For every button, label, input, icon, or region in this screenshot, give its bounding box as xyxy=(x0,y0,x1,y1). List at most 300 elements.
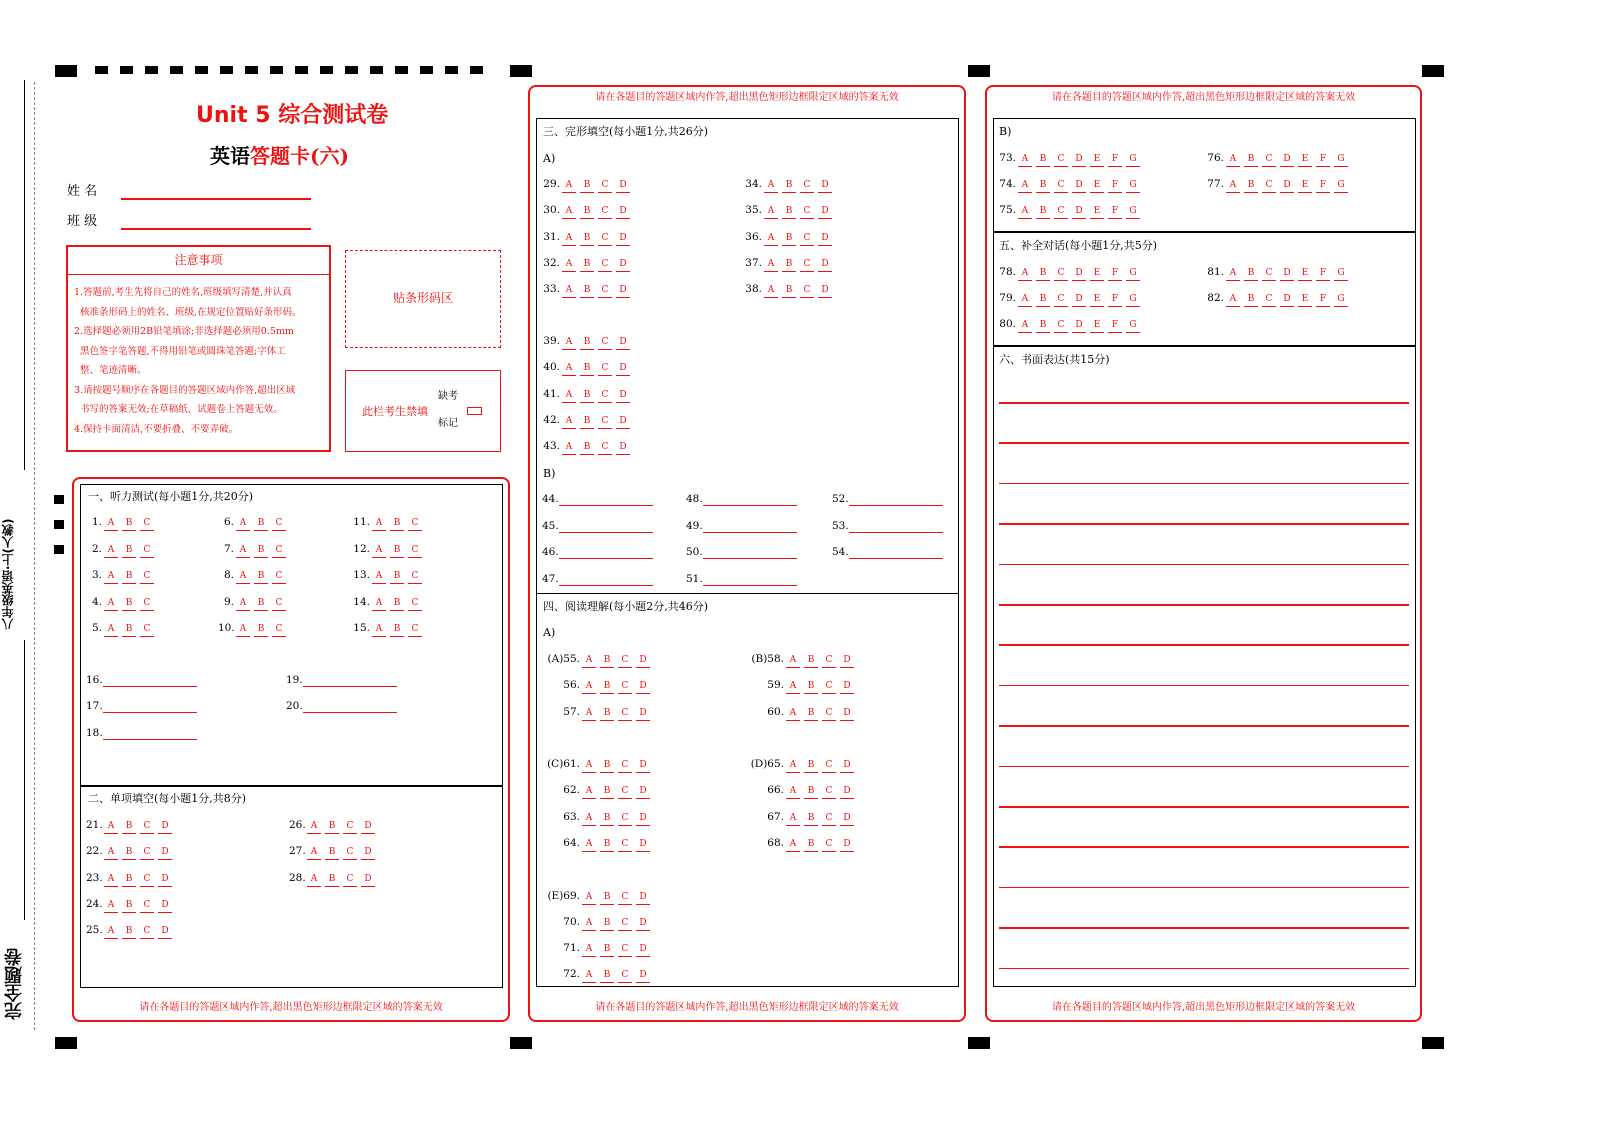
option-bubble[interactable]: C xyxy=(138,846,156,859)
option-bubble[interactable]: C xyxy=(798,232,816,245)
option-bubble[interactable]: B xyxy=(1034,293,1052,306)
option-bubble[interactable]: D xyxy=(614,205,632,218)
option-bubble[interactable]: A xyxy=(1016,293,1034,306)
option-bubble[interactable]: A xyxy=(560,232,578,245)
option-bubble[interactable]: A xyxy=(102,899,120,912)
option-bubble[interactable]: D xyxy=(838,654,856,667)
option-bubble[interactable]: F xyxy=(1106,267,1124,280)
option-bubble[interactable]: C xyxy=(406,544,424,557)
option-bubble[interactable]: C xyxy=(820,707,838,720)
option-bubble[interactable]: E xyxy=(1296,153,1314,166)
option-bubble[interactable]: C xyxy=(1052,267,1070,280)
option-bubble[interactable]: A xyxy=(1224,267,1242,280)
option-bubble[interactable]: D xyxy=(1278,293,1296,306)
option-bubble[interactable]: B xyxy=(578,389,596,402)
option-bubble[interactable]: A xyxy=(580,969,598,982)
answer-blank[interactable] xyxy=(703,575,797,586)
option-bubble[interactable]: D xyxy=(156,873,174,886)
option-bubble[interactable]: D xyxy=(816,179,834,192)
option-bubble[interactable]: D xyxy=(816,205,834,218)
option-bubble[interactable]: C xyxy=(820,838,838,851)
option-bubble[interactable]: B xyxy=(802,707,820,720)
option-bubble[interactable]: A xyxy=(1016,267,1034,280)
option-bubble[interactable]: C xyxy=(820,654,838,667)
option-bubble[interactable]: C xyxy=(596,232,614,245)
option-bubble[interactable]: A xyxy=(560,179,578,192)
option-bubble[interactable]: A xyxy=(370,517,388,530)
option-bubble[interactable]: B xyxy=(1034,179,1052,192)
option-bubble[interactable]: C xyxy=(798,258,816,271)
option-bubble[interactable]: D xyxy=(614,362,632,375)
option-bubble[interactable]: D xyxy=(1070,267,1088,280)
option-bubble[interactable]: G xyxy=(1124,319,1142,332)
option-bubble[interactable]: A xyxy=(102,597,120,610)
option-bubble[interactable]: B xyxy=(252,623,270,636)
option-bubble[interactable]: A xyxy=(784,838,802,851)
option-bubble[interactable]: B xyxy=(802,785,820,798)
option-bubble[interactable]: C xyxy=(596,258,614,271)
option-bubble[interactable]: B xyxy=(598,680,616,693)
option-bubble[interactable]: C xyxy=(1052,153,1070,166)
option-bubble[interactable]: A xyxy=(1016,319,1034,332)
option-bubble[interactable]: D xyxy=(838,785,856,798)
option-bubble[interactable]: A xyxy=(370,544,388,557)
option-bubble[interactable]: B xyxy=(388,623,406,636)
option-bubble[interactable]: D xyxy=(816,284,834,297)
option-bubble[interactable]: F xyxy=(1106,179,1124,192)
option-bubble[interactable]: A xyxy=(762,205,780,218)
option-bubble[interactable]: A xyxy=(370,597,388,610)
option-bubble[interactable]: C xyxy=(1052,179,1070,192)
option-bubble[interactable]: B xyxy=(120,570,138,583)
option-bubble[interactable]: D xyxy=(614,441,632,454)
option-bubble[interactable]: D xyxy=(838,680,856,693)
option-bubble[interactable]: B xyxy=(120,925,138,938)
option-bubble[interactable]: B xyxy=(388,517,406,530)
option-bubble[interactable]: B xyxy=(780,232,798,245)
option-bubble[interactable]: A xyxy=(560,258,578,271)
option-bubble[interactable]: B xyxy=(802,838,820,851)
option-bubble[interactable]: B xyxy=(578,362,596,375)
option-bubble[interactable]: A xyxy=(102,570,120,583)
option-bubble[interactable]: C xyxy=(270,597,288,610)
option-bubble[interactable]: A xyxy=(784,759,802,772)
option-bubble[interactable]: D xyxy=(614,336,632,349)
option-bubble[interactable]: C xyxy=(270,517,288,530)
option-bubble[interactable]: C xyxy=(138,597,156,610)
option-bubble[interactable]: F xyxy=(1314,293,1332,306)
name-field[interactable] xyxy=(121,198,311,200)
option-bubble[interactable]: B xyxy=(120,623,138,636)
option-bubble[interactable]: B xyxy=(780,284,798,297)
option-bubble[interactable]: A xyxy=(580,680,598,693)
option-bubble[interactable]: A xyxy=(1224,179,1242,192)
option-bubble[interactable]: D xyxy=(634,943,652,956)
option-bubble[interactable]: C xyxy=(1052,319,1070,332)
option-bubble[interactable]: D xyxy=(614,284,632,297)
option-bubble[interactable]: F xyxy=(1106,319,1124,332)
option-bubble[interactable]: C xyxy=(270,570,288,583)
option-bubble[interactable]: C xyxy=(596,362,614,375)
answer-blank[interactable] xyxy=(703,495,797,506)
writing-line[interactable] xyxy=(999,604,1409,606)
option-bubble[interactable]: D xyxy=(614,179,632,192)
option-bubble[interactable]: A xyxy=(580,707,598,720)
answer-blank[interactable] xyxy=(103,729,197,740)
option-bubble[interactable]: A xyxy=(580,785,598,798)
option-bubble[interactable]: C xyxy=(1260,293,1278,306)
option-bubble[interactable]: B xyxy=(252,597,270,610)
option-bubble[interactable]: E xyxy=(1296,179,1314,192)
option-bubble[interactable]: D xyxy=(359,820,377,833)
option-bubble[interactable]: A xyxy=(305,820,323,833)
option-bubble[interactable]: C xyxy=(820,680,838,693)
option-bubble[interactable]: D xyxy=(614,415,632,428)
writing-line[interactable] xyxy=(999,846,1409,848)
option-bubble[interactable]: D xyxy=(359,873,377,886)
writing-line[interactable] xyxy=(999,766,1409,768)
option-bubble[interactable]: E xyxy=(1088,205,1106,218)
option-bubble[interactable]: A xyxy=(784,680,802,693)
option-bubble[interactable]: C xyxy=(406,623,424,636)
option-bubble[interactable]: B xyxy=(578,415,596,428)
option-bubble[interactable]: B xyxy=(252,570,270,583)
option-bubble[interactable]: D xyxy=(1070,179,1088,192)
option-bubble[interactable]: B xyxy=(120,544,138,557)
option-bubble[interactable]: C xyxy=(138,623,156,636)
option-bubble[interactable]: B xyxy=(323,820,341,833)
option-bubble[interactable]: B xyxy=(598,759,616,772)
answer-blank[interactable] xyxy=(559,548,653,559)
option-bubble[interactable]: G xyxy=(1124,179,1142,192)
option-bubble[interactable]: D xyxy=(838,838,856,851)
option-bubble[interactable]: F xyxy=(1314,179,1332,192)
option-bubble[interactable]: C xyxy=(616,891,634,904)
option-bubble[interactable]: C xyxy=(270,623,288,636)
option-bubble[interactable]: C xyxy=(341,820,359,833)
option-bubble[interactable]: B xyxy=(578,284,596,297)
answer-blank[interactable] xyxy=(103,676,197,687)
option-bubble[interactable]: E xyxy=(1088,267,1106,280)
option-bubble[interactable]: A xyxy=(560,362,578,375)
option-bubble[interactable]: D xyxy=(614,232,632,245)
option-bubble[interactable]: C xyxy=(138,873,156,886)
option-bubble[interactable]: A xyxy=(580,838,598,851)
answer-blank[interactable] xyxy=(559,575,653,586)
option-bubble[interactable]: A xyxy=(234,623,252,636)
option-bubble[interactable]: B xyxy=(1034,205,1052,218)
option-bubble[interactable]: A xyxy=(102,820,120,833)
option-bubble[interactable]: B xyxy=(120,517,138,530)
option-bubble[interactable]: B xyxy=(578,441,596,454)
option-bubble[interactable]: A xyxy=(305,846,323,859)
option-bubble[interactable]: G xyxy=(1332,153,1350,166)
option-bubble[interactable]: C xyxy=(616,943,634,956)
option-bubble[interactable]: C xyxy=(616,969,634,982)
option-bubble[interactable]: E xyxy=(1088,293,1106,306)
option-bubble[interactable]: B xyxy=(802,812,820,825)
option-bubble[interactable]: D xyxy=(634,680,652,693)
option-bubble[interactable]: A xyxy=(102,873,120,886)
option-bubble[interactable]: C xyxy=(596,441,614,454)
writing-line[interactable] xyxy=(999,927,1409,929)
option-bubble[interactable]: C xyxy=(138,517,156,530)
option-bubble[interactable]: C xyxy=(820,759,838,772)
option-bubble[interactable]: C xyxy=(1052,205,1070,218)
option-bubble[interactable]: B xyxy=(802,759,820,772)
option-bubble[interactable]: B xyxy=(578,232,596,245)
option-bubble[interactable]: D xyxy=(634,812,652,825)
option-bubble[interactable]: D xyxy=(1278,267,1296,280)
option-bubble[interactable]: E xyxy=(1088,153,1106,166)
option-bubble[interactable]: B xyxy=(120,899,138,912)
option-bubble[interactable]: A xyxy=(1016,153,1034,166)
writing-line[interactable] xyxy=(999,402,1409,404)
option-bubble[interactable]: G xyxy=(1124,153,1142,166)
option-bubble[interactable]: A xyxy=(784,785,802,798)
writing-line[interactable] xyxy=(999,685,1409,687)
option-bubble[interactable]: B xyxy=(1034,267,1052,280)
option-bubble[interactable]: A xyxy=(1016,179,1034,192)
writing-line[interactable] xyxy=(999,483,1409,485)
option-bubble[interactable]: A xyxy=(762,232,780,245)
option-bubble[interactable]: C xyxy=(1260,267,1278,280)
writing-line[interactable] xyxy=(999,725,1409,727)
option-bubble[interactable]: A xyxy=(580,654,598,667)
option-bubble[interactable]: D xyxy=(1278,153,1296,166)
option-bubble[interactable]: B xyxy=(388,597,406,610)
option-bubble[interactable]: D xyxy=(614,258,632,271)
option-bubble[interactable]: A xyxy=(102,517,120,530)
option-bubble[interactable]: B xyxy=(388,544,406,557)
answer-blank[interactable] xyxy=(103,702,197,713)
option-bubble[interactable]: B xyxy=(802,654,820,667)
option-bubble[interactable]: F xyxy=(1106,293,1124,306)
absent-checkbox[interactable] xyxy=(467,407,482,415)
option-bubble[interactable]: B xyxy=(1034,153,1052,166)
option-bubble[interactable]: A xyxy=(580,891,598,904)
option-bubble[interactable]: A xyxy=(234,570,252,583)
option-bubble[interactable]: D xyxy=(156,925,174,938)
option-bubble[interactable]: A xyxy=(580,917,598,930)
answer-blank[interactable] xyxy=(559,522,653,533)
option-bubble[interactable]: D xyxy=(156,899,174,912)
option-bubble[interactable]: A xyxy=(762,179,780,192)
option-bubble[interactable]: B xyxy=(598,812,616,825)
option-bubble[interactable]: C xyxy=(616,812,634,825)
option-bubble[interactable]: F xyxy=(1314,267,1332,280)
option-bubble[interactable]: B xyxy=(780,258,798,271)
option-bubble[interactable]: A xyxy=(370,623,388,636)
option-bubble[interactable]: C xyxy=(596,179,614,192)
option-bubble[interactable]: B xyxy=(598,969,616,982)
writing-line[interactable] xyxy=(999,564,1409,566)
option-bubble[interactable]: C xyxy=(1260,179,1278,192)
option-bubble[interactable]: A xyxy=(580,943,598,956)
option-bubble[interactable]: B xyxy=(252,544,270,557)
option-bubble[interactable]: D xyxy=(634,969,652,982)
writing-line[interactable] xyxy=(999,523,1409,525)
option-bubble[interactable]: A xyxy=(560,205,578,218)
option-bubble[interactable]: B xyxy=(388,570,406,583)
answer-blank[interactable] xyxy=(303,702,397,713)
option-bubble[interactable]: A xyxy=(560,441,578,454)
option-bubble[interactable]: D xyxy=(156,820,174,833)
writing-line[interactable] xyxy=(999,968,1409,970)
option-bubble[interactable]: B xyxy=(323,873,341,886)
option-bubble[interactable]: D xyxy=(838,707,856,720)
option-bubble[interactable]: D xyxy=(634,917,652,930)
option-bubble[interactable]: B xyxy=(120,873,138,886)
option-bubble[interactable]: C xyxy=(596,415,614,428)
answer-blank[interactable] xyxy=(849,548,943,559)
option-bubble[interactable]: C xyxy=(138,820,156,833)
option-bubble[interactable]: G xyxy=(1124,267,1142,280)
option-bubble[interactable]: C xyxy=(798,179,816,192)
writing-line[interactable] xyxy=(999,887,1409,889)
option-bubble[interactable]: A xyxy=(1224,293,1242,306)
option-bubble[interactable]: F xyxy=(1314,153,1332,166)
option-bubble[interactable]: B xyxy=(780,205,798,218)
option-bubble[interactable]: E xyxy=(1296,293,1314,306)
answer-blank[interactable] xyxy=(849,522,943,533)
option-bubble[interactable]: B xyxy=(120,846,138,859)
option-bubble[interactable]: B xyxy=(578,258,596,271)
option-bubble[interactable]: A xyxy=(560,336,578,349)
option-bubble[interactable]: C xyxy=(596,284,614,297)
option-bubble[interactable]: B xyxy=(802,680,820,693)
option-bubble[interactable]: B xyxy=(598,785,616,798)
option-bubble[interactable]: A xyxy=(784,812,802,825)
answer-blank[interactable] xyxy=(703,522,797,533)
option-bubble[interactable]: C xyxy=(616,759,634,772)
option-bubble[interactable]: C xyxy=(406,517,424,530)
option-bubble[interactable]: B xyxy=(1242,267,1260,280)
option-bubble[interactable]: D xyxy=(634,838,652,851)
option-bubble[interactable]: E xyxy=(1296,267,1314,280)
option-bubble[interactable]: C xyxy=(1052,293,1070,306)
option-bubble[interactable]: B xyxy=(598,654,616,667)
option-bubble[interactable]: C xyxy=(596,205,614,218)
option-bubble[interactable]: C xyxy=(138,925,156,938)
option-bubble[interactable]: B xyxy=(598,917,616,930)
option-bubble[interactable]: D xyxy=(634,654,652,667)
option-bubble[interactable]: C xyxy=(616,654,634,667)
option-bubble[interactable]: D xyxy=(614,389,632,402)
option-bubble[interactable]: C xyxy=(820,785,838,798)
option-bubble[interactable]: D xyxy=(634,707,652,720)
option-bubble[interactable]: A xyxy=(762,258,780,271)
option-bubble[interactable]: A xyxy=(102,623,120,636)
option-bubble[interactable]: E xyxy=(1088,319,1106,332)
option-bubble[interactable]: A xyxy=(370,570,388,583)
option-bubble[interactable]: C xyxy=(798,284,816,297)
writing-line[interactable] xyxy=(999,442,1409,444)
option-bubble[interactable]: A xyxy=(784,707,802,720)
option-bubble[interactable]: C xyxy=(406,597,424,610)
option-bubble[interactable]: C xyxy=(616,707,634,720)
writing-line[interactable] xyxy=(999,644,1409,646)
option-bubble[interactable]: G xyxy=(1124,293,1142,306)
option-bubble[interactable]: G xyxy=(1332,179,1350,192)
option-bubble[interactable]: D xyxy=(1070,153,1088,166)
option-bubble[interactable]: D xyxy=(838,759,856,772)
option-bubble[interactable]: B xyxy=(120,820,138,833)
option-bubble[interactable]: D xyxy=(816,232,834,245)
option-bubble[interactable]: C xyxy=(798,205,816,218)
option-bubble[interactable]: C xyxy=(820,812,838,825)
option-bubble[interactable]: A xyxy=(102,544,120,557)
option-bubble[interactable]: B xyxy=(1242,179,1260,192)
writing-line[interactable] xyxy=(999,806,1409,808)
option-bubble[interactable]: A xyxy=(560,389,578,402)
option-bubble[interactable]: D xyxy=(838,812,856,825)
option-bubble[interactable]: C xyxy=(406,570,424,583)
answer-blank[interactable] xyxy=(849,495,943,506)
class-field[interactable] xyxy=(121,228,311,230)
option-bubble[interactable]: C xyxy=(616,838,634,851)
option-bubble[interactable]: A xyxy=(102,846,120,859)
option-bubble[interactable]: D xyxy=(156,846,174,859)
option-bubble[interactable]: A xyxy=(560,415,578,428)
option-bubble[interactable]: A xyxy=(762,284,780,297)
option-bubble[interactable]: C xyxy=(341,846,359,859)
answer-blank[interactable] xyxy=(703,548,797,559)
option-bubble[interactable]: B xyxy=(323,846,341,859)
answer-blank[interactable] xyxy=(303,676,397,687)
option-bubble[interactable]: B xyxy=(1034,319,1052,332)
option-bubble[interactable]: B xyxy=(598,943,616,956)
option-bubble[interactable]: A xyxy=(580,812,598,825)
option-bubble[interactable]: C xyxy=(138,899,156,912)
option-bubble[interactable]: D xyxy=(634,759,652,772)
option-bubble[interactable]: D xyxy=(634,891,652,904)
option-bubble[interactable]: C xyxy=(138,544,156,557)
option-bubble[interactable]: B xyxy=(578,179,596,192)
option-bubble[interactable]: A xyxy=(102,925,120,938)
option-bubble[interactable]: D xyxy=(816,258,834,271)
option-bubble[interactable]: B xyxy=(780,179,798,192)
option-bubble[interactable]: B xyxy=(598,707,616,720)
option-bubble[interactable]: B xyxy=(1242,293,1260,306)
option-bubble[interactable]: E xyxy=(1088,179,1106,192)
option-bubble[interactable]: B xyxy=(120,597,138,610)
option-bubble[interactable]: C xyxy=(596,389,614,402)
option-bubble[interactable]: C xyxy=(616,785,634,798)
option-bubble[interactable]: B xyxy=(578,205,596,218)
option-bubble[interactable]: A xyxy=(305,873,323,886)
option-bubble[interactable]: A xyxy=(560,284,578,297)
option-bubble[interactable]: C xyxy=(270,544,288,557)
option-bubble[interactable]: A xyxy=(1016,205,1034,218)
option-bubble[interactable]: A xyxy=(234,517,252,530)
option-bubble[interactable]: B xyxy=(598,891,616,904)
option-bubble[interactable]: C xyxy=(596,336,614,349)
option-bubble[interactable]: A xyxy=(234,597,252,610)
option-bubble[interactable]: G xyxy=(1332,293,1350,306)
option-bubble[interactable]: C xyxy=(1260,153,1278,166)
option-bubble[interactable]: C xyxy=(616,917,634,930)
option-bubble[interactable]: D xyxy=(359,846,377,859)
option-bubble[interactable]: D xyxy=(1070,205,1088,218)
option-bubble[interactable]: C xyxy=(616,680,634,693)
option-bubble[interactable]: B xyxy=(578,336,596,349)
option-bubble[interactable]: G xyxy=(1124,205,1142,218)
answer-blank[interactable] xyxy=(559,495,653,506)
option-bubble[interactable]: F xyxy=(1106,153,1124,166)
option-bubble[interactable]: D xyxy=(1070,293,1088,306)
option-bubble[interactable]: A xyxy=(1224,153,1242,166)
